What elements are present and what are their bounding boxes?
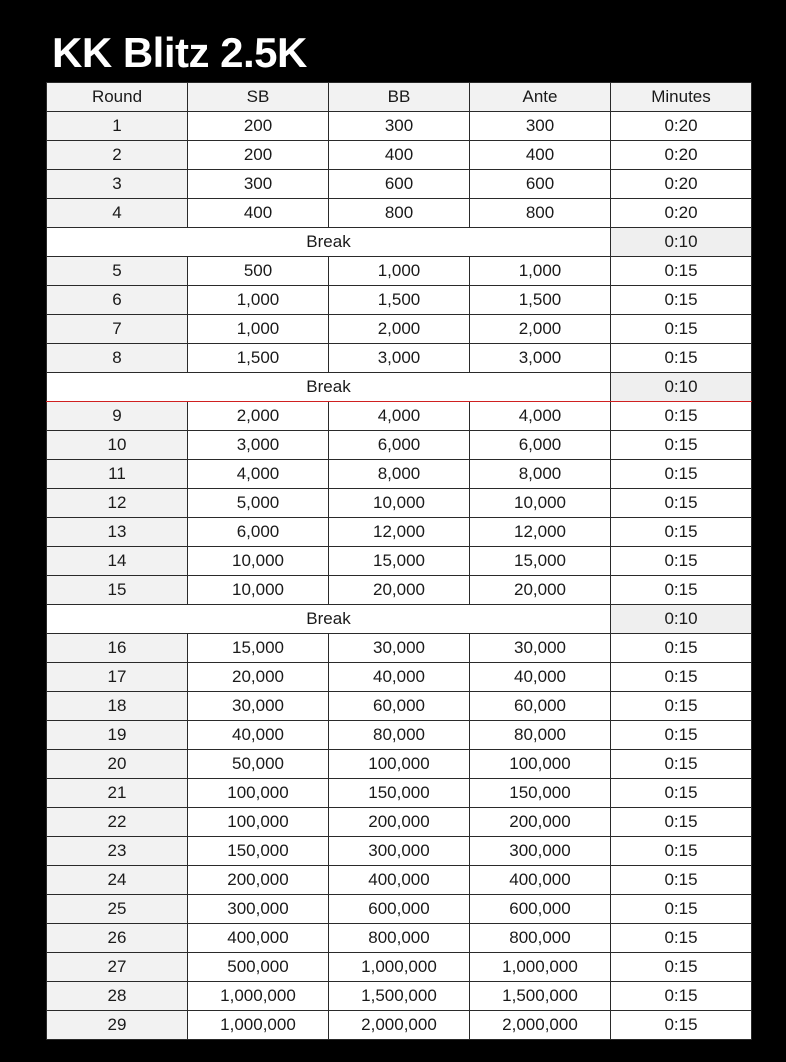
table-row: [47, 924, 752, 953]
ante-cell: 600: [470, 170, 611, 199]
sb-cell: 100,000: [188, 808, 329, 837]
table-row: [47, 750, 752, 779]
table-row: [47, 141, 752, 170]
break-row: [47, 228, 752, 257]
bb-cell: 1,500: [329, 286, 470, 315]
sb-cell: 200: [188, 141, 329, 170]
bb-cell: 80,000: [329, 721, 470, 750]
round-cell: 3: [47, 170, 188, 199]
break-row: [47, 605, 752, 634]
header-row: [47, 83, 752, 112]
sb-cell: 200: [188, 112, 329, 141]
round-cell: 26: [47, 924, 188, 953]
bb-cell: 1,000,000: [329, 953, 470, 982]
schedule-title: KK Blitz 2.5K: [52, 29, 307, 76]
table-row: [47, 721, 752, 750]
ante-cell: 2,000,000: [470, 1011, 611, 1040]
minutes-cell: 0:15: [611, 866, 752, 895]
round-cell: 12: [47, 489, 188, 518]
ante-cell: 3,000: [470, 344, 611, 373]
table-row: [47, 402, 752, 431]
bb-cell: 3,000: [329, 344, 470, 373]
round-cell: 16: [47, 634, 188, 663]
sb-cell: 150,000: [188, 837, 329, 866]
round-cell: 7: [47, 315, 188, 344]
header-minutes: Minutes: [611, 83, 752, 112]
bb-cell: 1,000: [329, 257, 470, 286]
round-cell: 15: [47, 576, 188, 605]
sb-cell: 40,000: [188, 721, 329, 750]
table-row: [47, 344, 752, 373]
blind-schedule-table: [46, 82, 752, 1040]
header-ante: Ante: [470, 83, 611, 112]
round-cell: 25: [47, 895, 188, 924]
minutes-cell: 0:15: [611, 895, 752, 924]
minutes-cell: 0:15: [611, 750, 752, 779]
minutes-cell: 0:15: [611, 837, 752, 866]
table-row: [47, 199, 752, 228]
table-row: [47, 257, 752, 286]
break-minutes: 0:10: [611, 605, 752, 634]
break-label: Break: [47, 605, 611, 634]
minutes-cell: 0:20: [611, 141, 752, 170]
ante-cell: 30,000: [470, 634, 611, 663]
ante-cell: 1,500: [470, 286, 611, 315]
break-minutes: 0:10: [611, 228, 752, 257]
sb-cell: 400,000: [188, 924, 329, 953]
ante-cell: 1,000: [470, 257, 611, 286]
header-sb: SB: [188, 83, 329, 112]
sb-cell: 15,000: [188, 634, 329, 663]
sb-cell: 30,000: [188, 692, 329, 721]
bb-cell: 40,000: [329, 663, 470, 692]
ante-cell: 400,000: [470, 866, 611, 895]
bb-cell: 200,000: [329, 808, 470, 837]
sb-cell: 300,000: [188, 895, 329, 924]
bb-cell: 800,000: [329, 924, 470, 953]
table-row: [47, 518, 752, 547]
ante-cell: 300: [470, 112, 611, 141]
ante-cell: 300,000: [470, 837, 611, 866]
bb-cell: 20,000: [329, 576, 470, 605]
bb-cell: 800: [329, 199, 470, 228]
table-row: [47, 779, 752, 808]
ante-cell: 800: [470, 199, 611, 228]
sb-cell: 1,000,000: [188, 982, 329, 1011]
bb-cell: 15,000: [329, 547, 470, 576]
sb-cell: 300: [188, 170, 329, 199]
schedule-body: [47, 112, 752, 1040]
minutes-cell: 0:15: [611, 489, 752, 518]
ante-cell: 800,000: [470, 924, 611, 953]
break-label: Break: [47, 228, 611, 257]
bb-cell: 30,000: [329, 634, 470, 663]
round-cell: 14: [47, 547, 188, 576]
minutes-cell: 0:15: [611, 663, 752, 692]
table-row: [47, 170, 752, 199]
bb-cell: 400,000: [329, 866, 470, 895]
round-cell: 20: [47, 750, 188, 779]
sb-cell: 1,500: [188, 344, 329, 373]
table-row: [47, 431, 752, 460]
sb-cell: 20,000: [188, 663, 329, 692]
ante-cell: 12,000: [470, 518, 611, 547]
sb-cell: 500: [188, 257, 329, 286]
bb-cell: 4,000: [329, 402, 470, 431]
sb-cell: 5,000: [188, 489, 329, 518]
ante-cell: 8,000: [470, 460, 611, 489]
ante-cell: 1,500,000: [470, 982, 611, 1011]
table-row: [47, 866, 752, 895]
ante-cell: 80,000: [470, 721, 611, 750]
bb-cell: 300,000: [329, 837, 470, 866]
minutes-cell: 0:20: [611, 199, 752, 228]
bb-cell: 12,000: [329, 518, 470, 547]
ante-cell: 6,000: [470, 431, 611, 460]
sb-cell: 6,000: [188, 518, 329, 547]
bb-cell: 600,000: [329, 895, 470, 924]
break-label: Break: [47, 373, 611, 402]
table-row: [47, 1011, 752, 1040]
bb-cell: 300: [329, 112, 470, 141]
table-row: [47, 489, 752, 518]
sb-cell: 10,000: [188, 547, 329, 576]
round-cell: 10: [47, 431, 188, 460]
minutes-cell: 0:20: [611, 112, 752, 141]
sb-cell: 3,000: [188, 431, 329, 460]
bb-cell: 10,000: [329, 489, 470, 518]
minutes-cell: 0:15: [611, 924, 752, 953]
round-cell: 28: [47, 982, 188, 1011]
round-cell: 5: [47, 257, 188, 286]
ante-cell: 100,000: [470, 750, 611, 779]
minutes-cell: 0:15: [611, 634, 752, 663]
minutes-cell: 0:15: [611, 460, 752, 489]
round-cell: 4: [47, 199, 188, 228]
table-row: [47, 286, 752, 315]
table-row: [47, 112, 752, 141]
sb-cell: 200,000: [188, 866, 329, 895]
minutes-cell: 0:15: [611, 1011, 752, 1040]
round-cell: 19: [47, 721, 188, 750]
ante-cell: 4,000: [470, 402, 611, 431]
sb-cell: 2,000: [188, 402, 329, 431]
sb-cell: 500,000: [188, 953, 329, 982]
break-minutes: 0:10: [611, 373, 752, 402]
sb-cell: 4,000: [188, 460, 329, 489]
table-row: [47, 547, 752, 576]
table-row: [47, 895, 752, 924]
minutes-cell: 0:15: [611, 692, 752, 721]
minutes-cell: 0:20: [611, 170, 752, 199]
bb-cell: 600: [329, 170, 470, 199]
sb-cell: 10,000: [188, 576, 329, 605]
bb-cell: 60,000: [329, 692, 470, 721]
ante-cell: 15,000: [470, 547, 611, 576]
round-cell: 13: [47, 518, 188, 547]
table-row: [47, 576, 752, 605]
bb-cell: 150,000: [329, 779, 470, 808]
minutes-cell: 0:15: [611, 257, 752, 286]
ante-cell: 1,000,000: [470, 953, 611, 982]
round-cell: 17: [47, 663, 188, 692]
sb-cell: 1,000,000: [188, 1011, 329, 1040]
table-row: [47, 634, 752, 663]
ante-cell: 20,000: [470, 576, 611, 605]
table-row: [47, 692, 752, 721]
ante-cell: 60,000: [470, 692, 611, 721]
round-cell: 24: [47, 866, 188, 895]
header-bb: BB: [329, 83, 470, 112]
minutes-cell: 0:15: [611, 402, 752, 431]
round-cell: 8: [47, 344, 188, 373]
ante-cell: 2,000: [470, 315, 611, 344]
table-row: [47, 460, 752, 489]
minutes-cell: 0:15: [611, 547, 752, 576]
minutes-cell: 0:15: [611, 721, 752, 750]
minutes-cell: 0:15: [611, 315, 752, 344]
bb-cell: 2,000: [329, 315, 470, 344]
table-row: [47, 982, 752, 1011]
round-cell: 22: [47, 808, 188, 837]
bb-cell: 100,000: [329, 750, 470, 779]
round-cell: 6: [47, 286, 188, 315]
minutes-cell: 0:15: [611, 286, 752, 315]
table-row: [47, 663, 752, 692]
round-cell: 23: [47, 837, 188, 866]
sb-cell: 1,000: [188, 315, 329, 344]
sb-cell: 100,000: [188, 779, 329, 808]
ante-cell: 400: [470, 141, 611, 170]
bb-cell: 6,000: [329, 431, 470, 460]
minutes-cell: 0:15: [611, 779, 752, 808]
minutes-cell: 0:15: [611, 953, 752, 982]
ante-cell: 150,000: [470, 779, 611, 808]
ante-cell: 600,000: [470, 895, 611, 924]
bb-cell: 2,000,000: [329, 1011, 470, 1040]
table-row: [47, 315, 752, 344]
minutes-cell: 0:15: [611, 576, 752, 605]
minutes-cell: 0:15: [611, 431, 752, 460]
round-cell: 2: [47, 141, 188, 170]
ante-cell: 200,000: [470, 808, 611, 837]
round-cell: 29: [47, 1011, 188, 1040]
bb-cell: 8,000: [329, 460, 470, 489]
round-cell: 21: [47, 779, 188, 808]
minutes-cell: 0:15: [611, 982, 752, 1011]
ante-cell: 10,000: [470, 489, 611, 518]
round-cell: 27: [47, 953, 188, 982]
header-round: Round: [47, 83, 188, 112]
round-cell: 9: [47, 402, 188, 431]
round-cell: 11: [47, 460, 188, 489]
minutes-cell: 0:15: [611, 344, 752, 373]
break-row: [47, 373, 752, 402]
bb-cell: 400: [329, 141, 470, 170]
round-cell: 1: [47, 112, 188, 141]
table-row: [47, 953, 752, 982]
minutes-cell: 0:15: [611, 518, 752, 547]
table-row: [47, 808, 752, 837]
round-cell: 18: [47, 692, 188, 721]
sb-cell: 50,000: [188, 750, 329, 779]
sb-cell: 400: [188, 199, 329, 228]
ante-cell: 40,000: [470, 663, 611, 692]
minutes-cell: 0:15: [611, 808, 752, 837]
table-row: [47, 837, 752, 866]
sb-cell: 1,000: [188, 286, 329, 315]
bb-cell: 1,500,000: [329, 982, 470, 1011]
